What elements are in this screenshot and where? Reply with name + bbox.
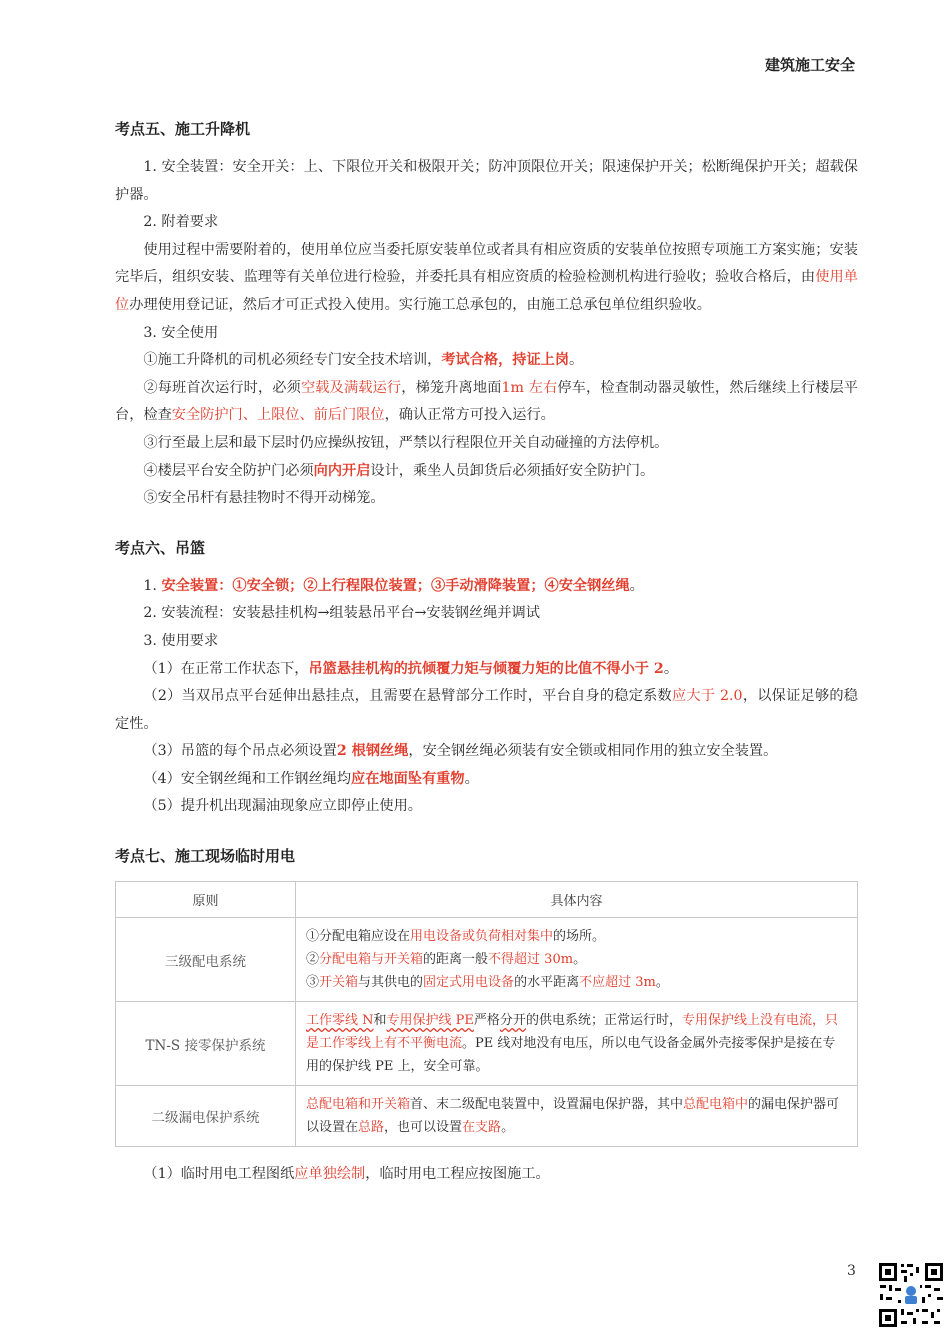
highlight: 应在地面坠有重物 — [351, 770, 465, 787]
s6-paragraph-6: （3）吊篮的每个吊点必须设置2 根钢丝绳，安全钢丝绳必须装有安全锁或相同作用的独立安全装置。 — [143, 743, 778, 760]
s5-paragraph-1: 1. 安全装置：安全开关：上、下限位开关和极限开关；防冲顶限位开关；限速保护开关；松断绳保护开关；超载保护器。 — [115, 159, 858, 203]
table-header-cell: 具体内容 — [296, 882, 858, 918]
highlight: 1m 左右 — [501, 379, 558, 396]
s6-paragraph-2: 2. 安装流程：安装悬挂机构→组装悬吊平台→安装钢丝绳并调试 — [143, 605, 540, 622]
principle-cell: TN-S 接零保护系统 — [116, 1002, 296, 1086]
highlight: 使用单位 — [115, 269, 858, 313]
s5-paragraph-7: ③行至最上层和最下层时仍应操纵按钮，严禁以行程限位开关自动碰撞的方法停机。 — [143, 434, 669, 451]
highlight: 总路 — [358, 1120, 385, 1136]
s5-paragraph-8: ④楼层平台安全防护门必须向内开启设计，乘坐人员卸货后必须插好安全防护门。 — [143, 462, 655, 479]
s5-paragraph-9: ⑤安全吊杆有悬挂物时不得开动梯笼。 — [143, 490, 385, 507]
table-row — [116, 1002, 858, 1086]
s6-paragraph-8: （5）提升机出现漏油现象应立即停止使用。 — [143, 798, 422, 815]
highlight: 开关箱 — [319, 975, 359, 991]
s6-paragraph-3: 3. 使用要求 — [143, 632, 219, 649]
s5-paragraph-6: ②每班首次运行时，必须空载及满载运行，梯笼升离地面1m 左右停车，检查制动器灵敏性，然后继续上行楼层平台，检查安全防护门、上限位、前后门限位，确认正常方可投入运行。 — [115, 379, 858, 424]
highlight: 应大于 2.0 — [671, 688, 743, 705]
highlight: 在支路 — [462, 1120, 502, 1136]
highlight: 考试合格，持证上岗 — [441, 352, 570, 369]
highlight: 专用保护线上没有电流，只是工作零线上有不平衡电流 — [306, 1013, 838, 1052]
highlight: 总配电箱和开关箱 — [306, 1097, 411, 1113]
highlight: 安全防护门、上限位、前后门限位 — [171, 407, 385, 424]
content-line: ①分配电箱应设在用电设备或负荷相对集中的场所。 — [306, 929, 606, 945]
qr-code-icon[interactable] — [877, 1261, 945, 1329]
content-cell — [296, 918, 858, 1002]
highlight: 不应超过 3m — [579, 975, 656, 991]
highlight: 不得超过 30m — [488, 952, 574, 968]
power-principles-table — [115, 881, 858, 1147]
section-5-title: 考点五、施工升降机 — [115, 120, 251, 138]
content-line: ②分配电箱与开关箱的距离一般不得超过 30m。 — [306, 952, 587, 968]
s6-paragraph-5: （2）当双吊点平台延伸出悬挂点，且需要在悬臂部分工作时，平台自身的稳定系数应大于 2.0，以保证足够的稳定性。 — [115, 688, 858, 732]
table-row — [116, 1086, 858, 1147]
page-content — [115, 118, 858, 1189]
principle-cell: 三级配电系统 — [116, 918, 296, 1002]
principle-cell: 二级漏电保护系统 — [116, 1086, 296, 1147]
s6-paragraph-4: （1）在正常工作状态下，吊篮悬挂机构的抗倾覆力矩与倾覆力矩的比值不得小于 2。 — [143, 660, 679, 677]
table-header-row — [116, 882, 858, 918]
highlight: 空载及满载运行 — [300, 379, 402, 396]
s5-paragraph-4: 3. 安全使用 — [143, 324, 219, 341]
s5-paragraph-3: 使用过程中需要附着的，使用单位应当委托原安装单位或者具有相应资质的安装单位按照专项施工方案实施；安装完毕后，组织安装、监理等有关单位进行检验，并委托具有相应资质的检验检测机构进行验收；验收合格后，由使用单位办理使用登记证，然后才可正式投入使用。实行施工总承包的，由施工总承包单位组织验收。 — [115, 241, 858, 313]
content-line: ③开关箱与其供电的固定式用电设备的水平距离不应超过 3m。 — [306, 975, 669, 991]
highlight: 2 根钢丝绳 — [336, 743, 409, 760]
s7-note: （1）临时用电工程图纸应单独绘制，临时用电工程应按图施工。 — [143, 1166, 550, 1183]
highlight: 专用保护线 PE — [386, 1013, 474, 1029]
page-number: 3 — [847, 1263, 856, 1279]
highlight: 工作零线 N — [306, 1013, 374, 1029]
highlight: 向内开启 — [313, 462, 371, 479]
table-row — [116, 918, 858, 1002]
running-header: 建筑施工安全 — [764, 56, 855, 74]
highlight: 吊篮悬挂机构的抗倾覆力矩与倾覆力矩的比值不得小于 2 — [308, 660, 664, 677]
highlight: 固定式用电设备 — [423, 975, 515, 991]
section-7-title: 考点七、施工现场临时用电 — [115, 847, 296, 866]
s5-paragraph-5: ①施工升降机的司机必须经专门安全技术培训，考试合格，持证上岗。 — [143, 352, 584, 369]
highlight: 应单独绘制 — [294, 1166, 366, 1183]
content-cell: 总配电箱和开关箱首、末二级配电装置中，设置漏电保护器，其中总配电箱中的漏电保护器可以设置在总路，也可以设置在支路。 — [296, 1086, 858, 1147]
s5-paragraph-2: 2. 附着要求 — [143, 214, 219, 231]
highlight: 安全装置：①安全锁；②上行程限位装置；③手动滑降装置；④安全钢丝绳 — [161, 577, 630, 594]
highlight: 总配电箱中 — [683, 1097, 749, 1113]
content-cell: 工作零线 N和专用保护线 PE严格分开的供电系统；正常运行时，专用保护线上没有电流，只是工作零线上有不平衡电流。PE 线对地没有电压，所以电气设备金属外壳接零保护是接在专用的保护线 PE 上，安全可靠。 — [296, 1002, 858, 1086]
highlight: 用电设备或负荷相对集中 — [410, 929, 554, 945]
highlight: 分开 — [499, 1013, 526, 1029]
s6-paragraph-7: （4）安全钢丝绳和工作钢丝绳均应在地面坠有重物。 — [143, 770, 479, 787]
highlight: 分配电箱与开关箱 — [319, 952, 424, 968]
s6-paragraph-1: 1. 安全装置：①安全锁；②上行程限位装置；③手动滑降装置；④安全钢丝绳。 — [143, 577, 644, 594]
table-header-cell: 原则 — [116, 882, 296, 918]
section-6-title: 考点六、吊篮 — [115, 538, 206, 557]
